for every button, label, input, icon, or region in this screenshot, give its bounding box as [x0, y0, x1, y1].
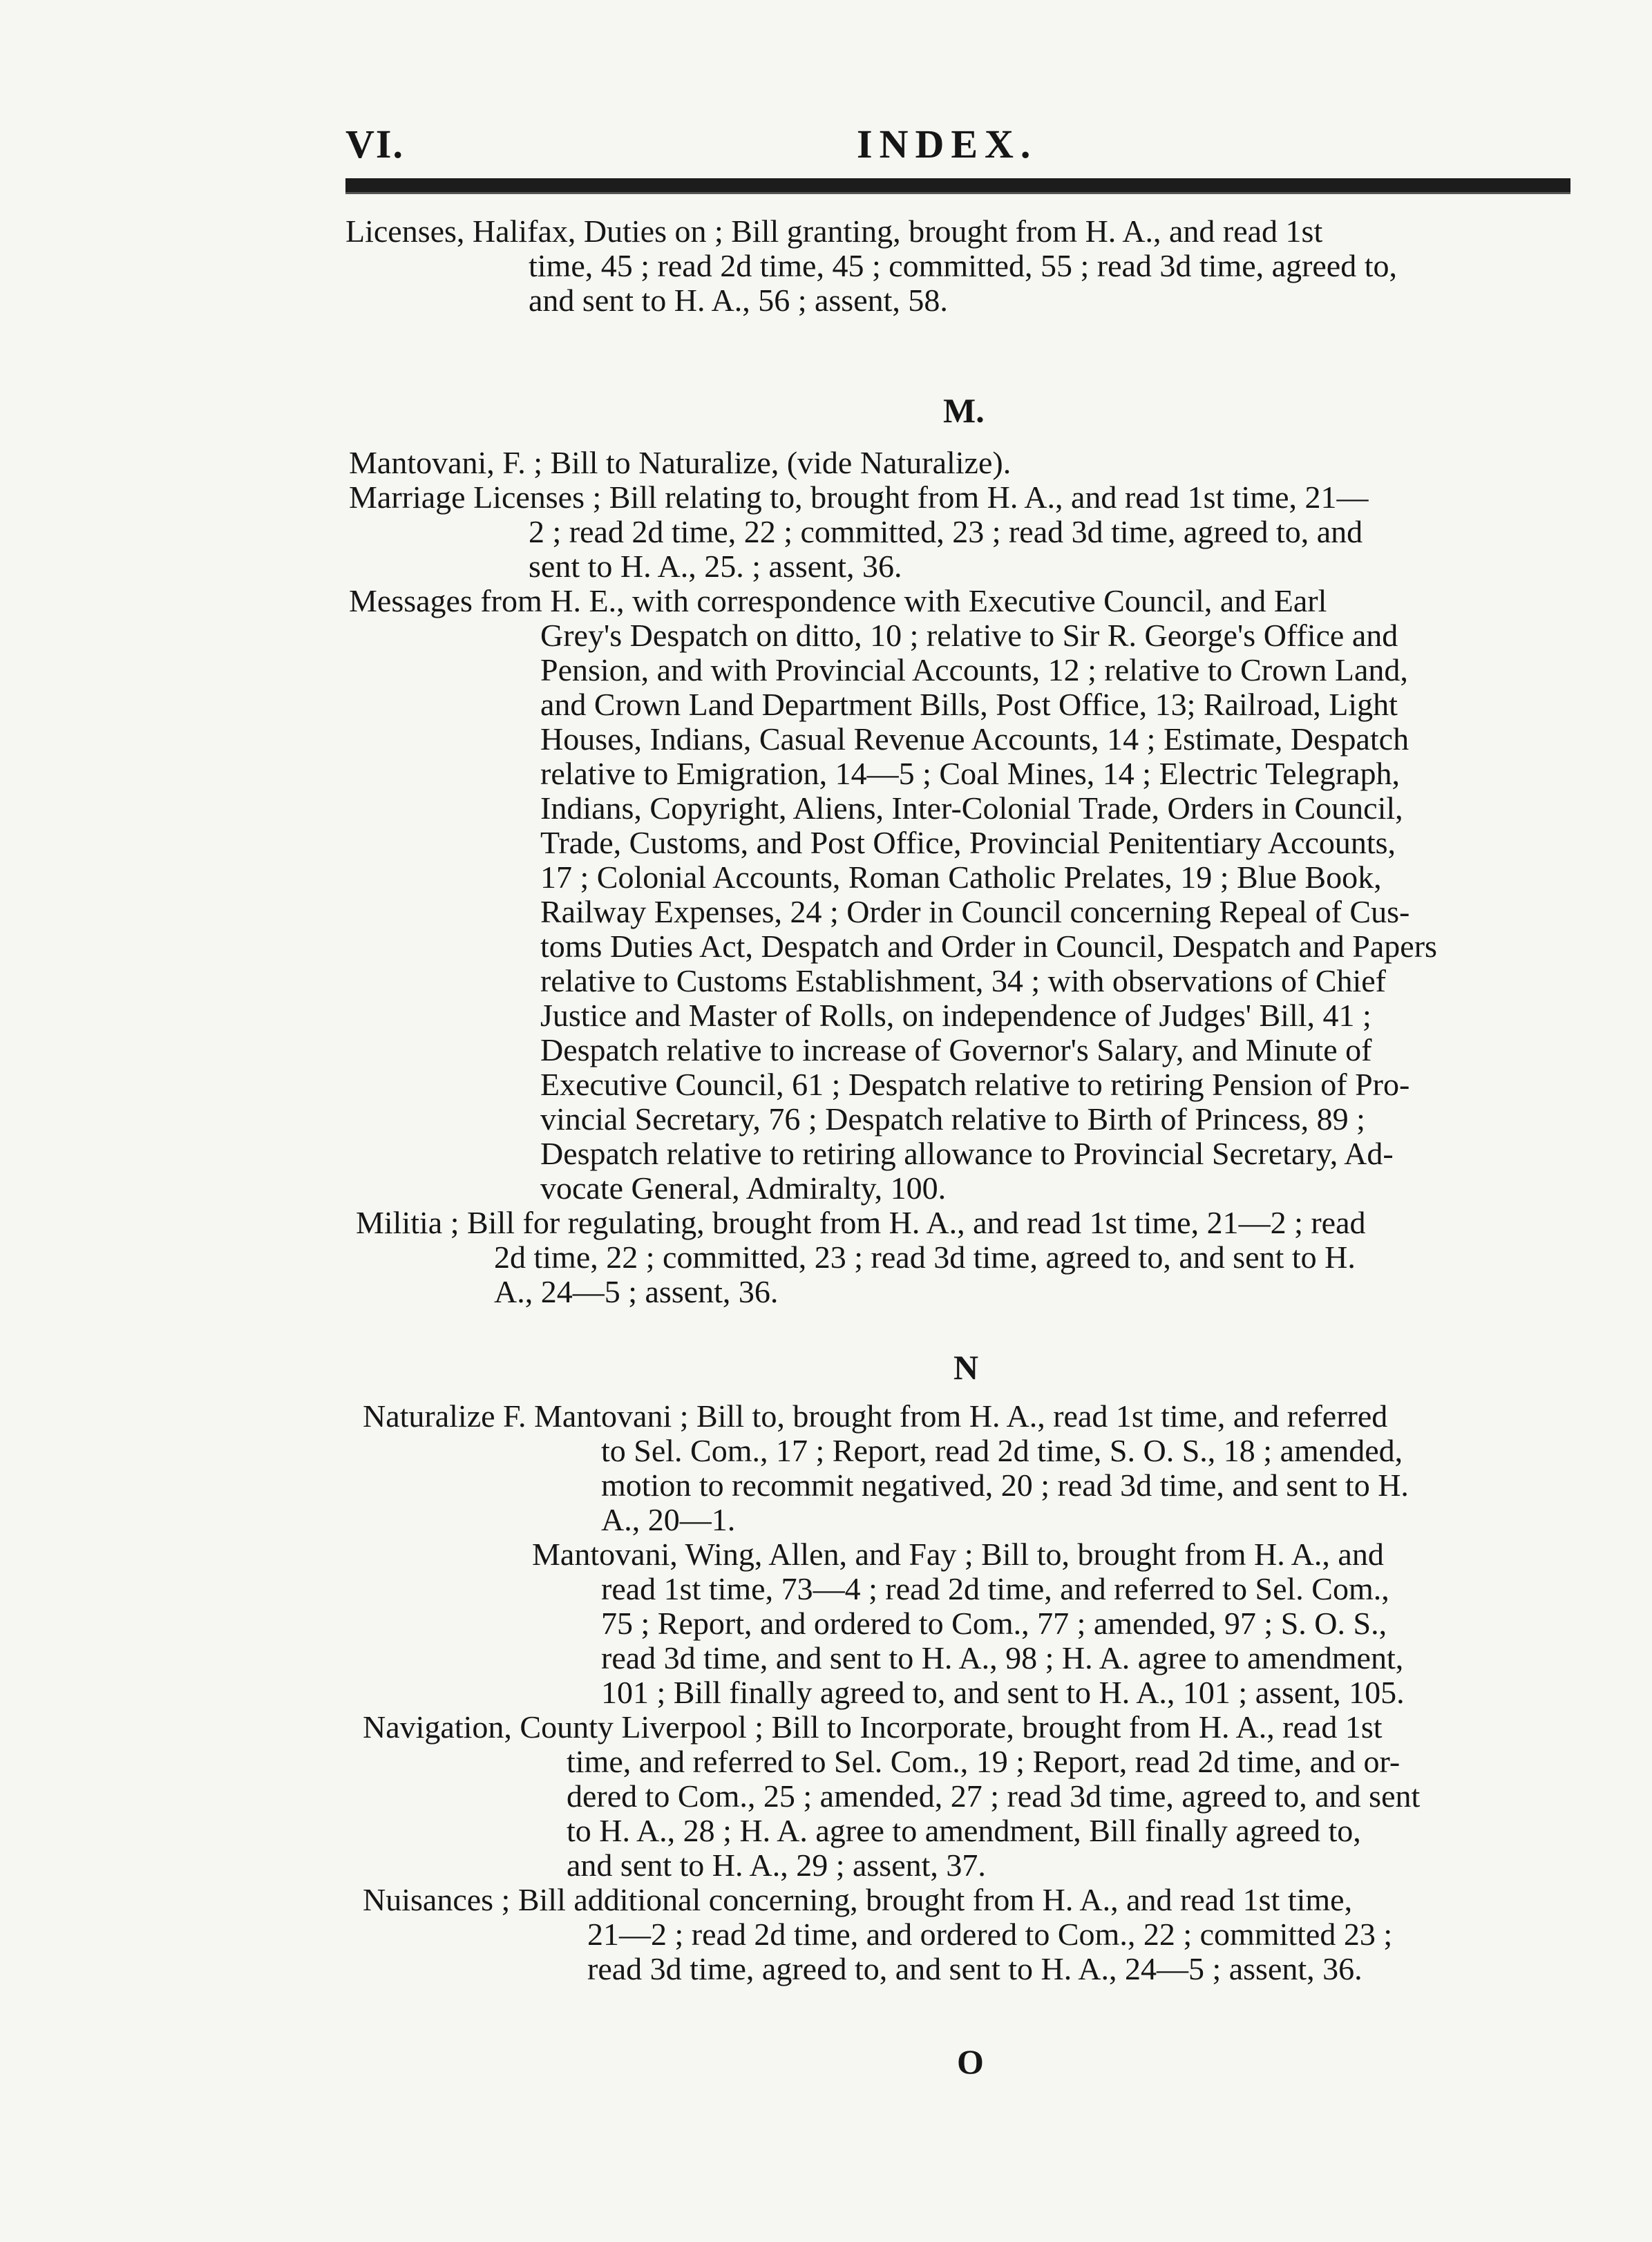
entry-messages-line-15: Executive Council, 61 ; Despatch relative to retiring Pension of Pro-	[540, 1067, 1410, 1102]
entry-navigation-line-2: time, and referred to Sel. Com., 19 ; Report, read 2d time, and or-	[567, 1744, 1401, 1779]
header-rule	[345, 178, 1570, 194]
entry-messages-line-2: Grey's Despatch on ditto, 10 ; relative to Sir R. George's Office and	[540, 618, 1398, 653]
entry-militia-line-1: Militia ; Bill for regulating, brought from H. A., and read 1st time, 21—2 ; read	[356, 1205, 1366, 1240]
page-number: VI.	[345, 122, 404, 167]
entry-navigation-line-1: Navigation, County Liverpool ; Bill to Incorporate, brought from H. A., read 1st	[363, 1709, 1383, 1745]
entry-messages-line-10: Railway Expenses, 24 ; Order in Council concerning Repeal of Cus-	[540, 894, 1410, 929]
page-title: INDEX.	[857, 122, 1038, 167]
entry-naturalize-sub-line-3: 75 ; Report, and ordered to Com., 77 ; amended, 97 ; S. O. S.,	[601, 1606, 1387, 1641]
page-header	[345, 121, 1568, 183]
entry-messages-line-12: relative to Customs Establishment, 34 ; with observations of Chief	[540, 963, 1386, 998]
entry-messages-line-8: Trade, Customs, and Post Office, Provincial Penitentiary Accounts,	[540, 825, 1396, 860]
entry-nuisances-line-3: read 3d time, agreed to, and sent to H. A., 24—5 ; assent, 36.	[587, 1951, 1363, 1986]
entry-messages-line-16: vincial Secretary, 76 ; Despatch relative to Birth of Princess, 89 ;	[540, 1101, 1365, 1137]
section-letter-o: O	[957, 2042, 984, 2081]
entry-licenses-line-1: Licenses, Halifax, Duties on ; Bill granting, brought from H. A., and read 1st	[345, 213, 1323, 249]
entry-naturalize-sub-line-1: Mantovani, Wing, Allen, and Fay ; Bill to, brought from H. A., and	[532, 1537, 1384, 1572]
entry-messages-line-14: Despatch relative to increase of Governor's Salary, and Minute of	[540, 1032, 1372, 1067]
section-letter-m: M.	[943, 391, 985, 430]
entry-messages-line-6: relative to Emigration, 14—5 ; Coal Mines, 14 ; Electric Telegraph,	[540, 756, 1400, 791]
entry-naturalize-line-1: Naturalize F. Mantovani ; Bill to, brought from H. A., read 1st time, and referred	[363, 1398, 1388, 1434]
entry-navigation-line-4: to H. A., 28 ; H. A. agree to amendment, Bill finally agreed to,	[567, 1813, 1361, 1848]
entry-messages-line-17: Despatch relative to retiring allowance to Provincial Secretary, Ad-	[540, 1136, 1394, 1171]
entry-messages-line-4: and Crown Land Department Bills, Post Office, 13; Railroad, Light	[540, 687, 1398, 722]
entry-messages-line-5: Houses, Indians, Casual Revenue Accounts, 14 ; Estimate, Despatch	[540, 721, 1409, 757]
entry-naturalize-sub-line-2: read 1st time, 73—4 ; read 2d time, and referred to Sel. Com.,	[601, 1571, 1389, 1606]
entry-messages-line-9: 17 ; Colonial Accounts, Roman Catholic Prelates, 19 ; Blue Book,	[540, 859, 1382, 895]
entry-naturalize-line-2: to Sel. Com., 17 ; Report, read 2d time, S. O. S., 18 ; amended,	[601, 1433, 1403, 1468]
entry-nuisances-line-2: 21—2 ; read 2d time, and ordered to Com., 22 ; committed 23 ;	[587, 1917, 1393, 1952]
entry-naturalize-line-4: A., 20—1.	[601, 1502, 736, 1537]
entry-licenses-line-3: and sent to H. A., 56 ; assent, 58.	[529, 283, 948, 318]
entry-marriage-licenses-line-2: 2 ; read 2d time, 22 ; committed, 23 ; read 3d time, agreed to, and	[529, 514, 1363, 549]
entry-messages-line-3: Pension, and with Provincial Accounts, 12 ; relative to Crown Land,	[540, 652, 1408, 687]
section-letter-n: N	[953, 1348, 979, 1387]
entry-naturalize-sub-line-5: 101 ; Bill finally agreed to, and sent to H. A., 101 ; assent, 105.	[601, 1675, 1405, 1710]
entry-messages-line-11: toms Duties Act, Despatch and Order in Council, Despatch and Papers	[540, 929, 1437, 964]
entry-messages-line-18: vocate General, Admiralty, 100.	[540, 1170, 947, 1206]
entry-messages-line-13: Justice and Master of Rolls, on independence of Judges' Bill, 41 ;	[540, 998, 1371, 1033]
entry-licenses-line-2: time, 45 ; read 2d time, 45 ; committed, 55 ; read 3d time, agreed to,	[529, 248, 1398, 283]
entry-naturalize-sub-line-4: read 3d time, and sent to H. A., 98 ; H. A. agree to amendment,	[601, 1640, 1404, 1675]
entry-messages-line-1: Messages from H. E., with correspondence with Executive Council, and Earl	[349, 583, 1327, 618]
entry-navigation-line-5: and sent to H. A., 29 ; assent, 37.	[567, 1847, 986, 1883]
entry-navigation-line-3: dered to Com., 25 ; amended, 27 ; read 3d time, agreed to, and sent	[567, 1778, 1421, 1814]
entry-mantovani-line-1: Mantovani, F. ; Bill to Naturalize, (vide Naturalize).	[349, 445, 1012, 480]
entry-naturalize-line-3: motion to recommit negatived, 20 ; read 3d time, and sent to H.	[601, 1467, 1409, 1503]
entry-messages-line-7: Indians, Copyright, Aliens, Inter-Colonial Trade, Orders in Council,	[540, 790, 1403, 826]
entry-marriage-licenses-line-3: sent to H. A., 25. ; assent, 36.	[529, 549, 902, 584]
entry-marriage-licenses-line-1: Marriage Licenses ; Bill relating to, brought from H. A., and read 1st time, 21—	[349, 479, 1369, 515]
entry-nuisances-line-1: Nuisances ; Bill additional concerning, brought from H. A., and read 1st time,	[363, 1882, 1353, 1917]
entry-militia-line-3: A., 24—5 ; assent, 36.	[494, 1274, 779, 1309]
entry-militia-line-2: 2d time, 22 ; committed, 23 ; read 3d time, agreed to, and sent to H.	[494, 1239, 1356, 1275]
